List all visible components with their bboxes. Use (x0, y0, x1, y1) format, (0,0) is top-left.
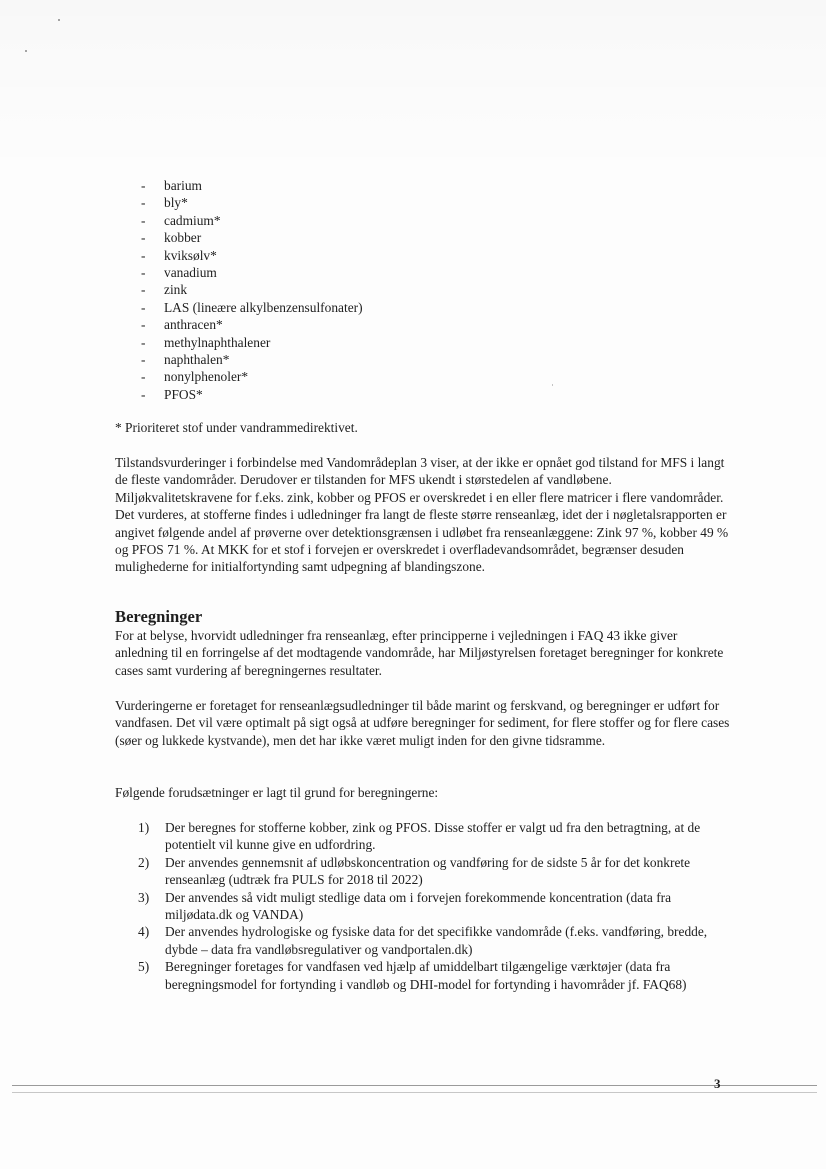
list-item (141, 212, 363, 229)
item-text: Der anvendes gennemsnit af udløbskoncentration og vandføring for de sidste 5 år for det konkrete renseanlæg (udtræk fra PULS for 2018 til 2022) (165, 854, 691, 888)
list-item (141, 299, 363, 316)
bullet-dash: - (141, 386, 146, 402)
bullet-dash: - (141, 212, 146, 228)
substance-label: nonylphenoler* (164, 369, 249, 385)
bullet-dash: - (141, 351, 146, 367)
substance-label: methylnaphthalener (164, 334, 271, 350)
item-number: 5) (138, 959, 150, 975)
assumptions-list (138, 819, 738, 993)
scan-artifact (0, 0, 826, 175)
scan-speck (58, 19, 60, 21)
list-item (141, 229, 363, 246)
list-item (138, 958, 738, 993)
item-number: 2) (138, 854, 150, 870)
item-text: Der anvendes så vidt muligt stedlige data om i forvejen forekommende koncentration (data fra miljødata.dk og VANDA) (165, 889, 672, 923)
list-item (138, 854, 738, 889)
bullet-dash: - (141, 230, 146, 246)
bullet-dash: - (141, 195, 146, 211)
paragraph-purpose: For at belyse, hvorvidt udledninger fra renseanlæg, efter principperne i vejledningen i FAQ 43 ikke giver anledning til en forringelse af det modtagende vandområde, har Miljøstyrelsen foretaget beregninger for konkrete cases samt vurdering af beregningernes resultater. (115, 628, 724, 678)
scan-speck (552, 384, 553, 386)
list-item (141, 264, 363, 281)
item-number: 4) (138, 924, 150, 940)
item-text: Der beregnes for stofferne kobber, zink og PFOS. Disse stoffer er valgt ud fra den betragtning, at de potentielt vil kunne give en udfordring. (165, 820, 701, 853)
item-number: 1) (138, 820, 150, 835)
bullet-dash: - (141, 264, 146, 280)
footer-divider (12, 1085, 817, 1086)
substance-label: LAS (lineære alkylbenzensulfonater) (164, 299, 363, 315)
footnote: * Prioriteret stof under vandrammedirektivet. (115, 420, 358, 435)
bullet-dash: - (141, 369, 146, 385)
list-item (141, 316, 363, 333)
bullet-dash: - (141, 282, 146, 298)
substance-label: bly* (164, 195, 188, 211)
substance-label: zink (164, 282, 188, 298)
substance-label: anthracen* (164, 317, 223, 333)
list-item (141, 247, 363, 264)
list-item (141, 281, 363, 298)
bullet-dash: - (141, 247, 146, 263)
substance-list (141, 177, 363, 403)
section-heading-beregninger: Beregninger (115, 607, 203, 626)
list-item (138, 889, 738, 924)
paragraph-status-assessment: Tilstandsvurderinger i forbindelse med Vandområdeplan 3 viser, at der ikke er opnået god tilstand for MFS i langt de fleste vandområder. Derudover er tilstanden for MFS ukendt i størstedelen af vandløbene. Miljøkvalitetskravene for f.eks. zink, kobber og PFOS er overskredet i en eller flere matricer i flere vandområder. Det vurderes, at stofferne findes i udledninger fra langt de fleste større renseanlæg, idet der i nøgletalsrapporten er angivet følgende andel af prøverne over detektionsgrænsen i udløbet fra renseanlæggene: Zink 97 %, kobber 49 % og PFOS 71 %. At MKK for et stof i forvejen er overskredet i overfladevandsområdet, begrænser desuden mulighederne for initialfortynding samt udpegning af blandingszone. (115, 455, 729, 575)
substance-label: kviksølv* (164, 247, 217, 263)
list-item (141, 177, 363, 194)
substance-label: vanadium (164, 264, 217, 280)
substance-label: PFOS* (164, 386, 203, 402)
footer-divider (12, 1092, 817, 1093)
item-text: Der anvendes hydrologiske og fysiske data for det specifikke vandområde (f.eks. vandføring, bredde, dybde – data fra vandløbsregulativer og vandportalen.dk) (165, 924, 708, 957)
list-item (141, 334, 363, 351)
bullet-dash: - (141, 178, 146, 193)
page-number: 3 (714, 1076, 721, 1091)
paragraph-scope: Vurderingerne er foretaget for renseanlægsudledninger til både marint og ferskvand, og beregninger er udført for vandfasen. Det vil være optimalt på sigt også at udføre beregninger for sediment, for flere stoffer og for flere cases (søer og lukkede kystvande), men det har ikke været muligt inden for den givne tidsramme. (115, 698, 730, 748)
substance-label: kobber (164, 230, 202, 246)
substance-label: barium (164, 178, 202, 193)
list-item (138, 923, 738, 958)
scan-speck (25, 50, 27, 52)
substance-label: cadmium* (164, 212, 221, 228)
list-item (141, 351, 363, 368)
list-item (141, 386, 363, 403)
item-number: 3) (138, 889, 150, 905)
bullet-dash: - (141, 334, 146, 350)
list-item (138, 819, 738, 854)
list-item (141, 194, 363, 211)
bullet-dash: - (141, 299, 146, 315)
substance-label: naphthalen* (164, 351, 230, 367)
item-text: Beregninger foretages for vandfasen ved hjælp af umiddelbart tilgængelige værktøjer (data fra beregningsmodel for fortynding i vandløb og DHI-model for fortynding i havområder jf. FAQ68) (165, 959, 687, 992)
list-item (141, 368, 363, 385)
bullet-dash: - (141, 317, 146, 333)
paragraph-assumptions-intro: Følgende forudsætninger er lagt til grund for beregningerne: (115, 785, 439, 800)
